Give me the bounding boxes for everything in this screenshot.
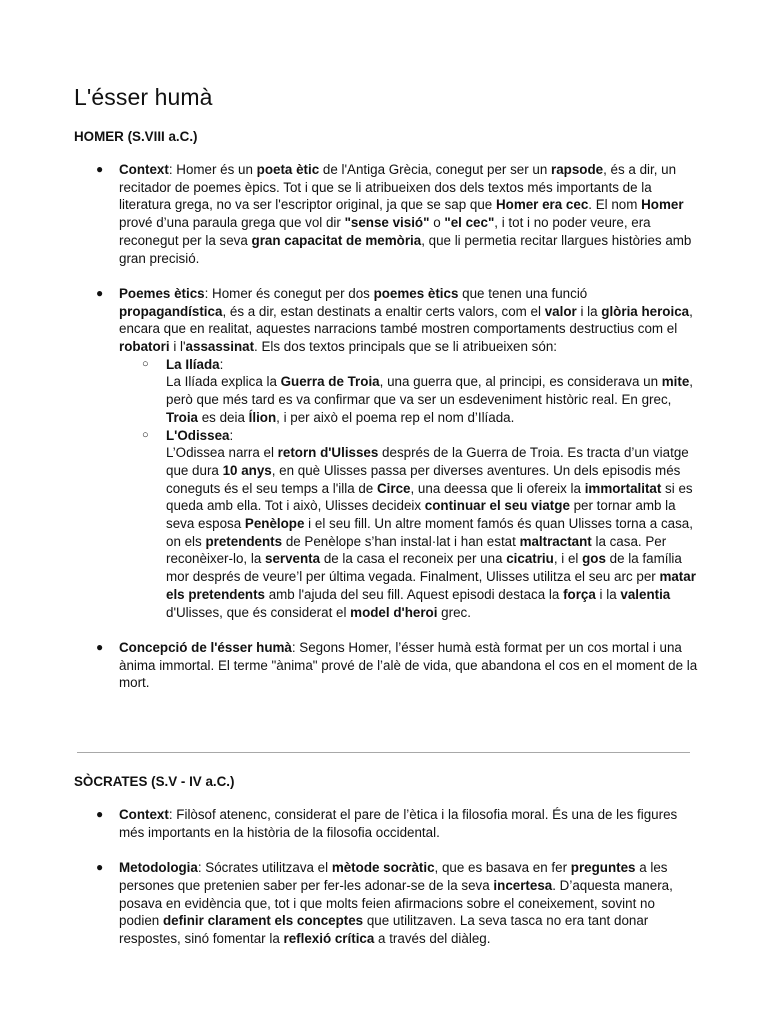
text-run: , una guerra que, al principi, es considerava un [379,374,662,390]
text-run: prové d’una paraula grega que vol dir [119,215,345,231]
text-run: , i per això el poema rep el nom d’Ilíada. [276,409,515,425]
bold-text: Concepció de l'ésser humà [119,639,292,655]
text-run: amb l'ajuda del seu fill. Aquest episodi destaca la [264,586,564,602]
text-run: . D’aquesta manera, posava en evidència que, tot i que molts feien afirmacions sobre el coneixement, sovint no podien [119,877,673,929]
text-run: , una deessa que li ofereix la [410,480,585,496]
bold-text: gos [582,551,606,567]
bold-text: mite [661,374,690,390]
text-run: si es queda amb ella. Tot i això, Ulisses decideix [166,480,693,514]
list-item-poems [74,285,698,621]
text-run: que tenen una funció [458,285,588,301]
bold-text: rapsode [551,162,604,177]
text-run: després de la Guerra de Troia. Es tracta d’un viatge que dura [166,445,689,478]
list-item-methodology [74,859,698,948]
text-run: , en què Ulisses passa per diverses aventures. Un dels episodis més coneguts és el seu temps a l'illa de [166,462,681,496]
text-run: a través del diàleg. [374,930,491,946]
text-run: i la [595,586,621,602]
list-item-socrates-context [74,806,698,841]
bold-text: preguntes [570,860,636,876]
text-run: , que es basava en fer [434,860,571,876]
hollow-bullet-icon: ○ [142,428,149,441]
bold-text: pretendents [205,533,283,549]
bold-text: Context [119,162,169,177]
bold-text: reflexió crítica [283,930,375,946]
text-run: : [229,427,234,443]
bold-text: incertesa [493,877,553,893]
text-run: i l' [169,339,186,355]
section-heading-homer: HOMER (S.VIII a.C.) [74,129,198,144]
text-run: de la família mor després de veure’l per última vegada. Finalment, Ulisses utilitza el seu arc per [166,551,682,585]
bold-text: serventa [265,551,321,567]
text-run: : Filòsof atenenc, considerat el pare de l’ètica i la filosofia moral. És una de les figures més importants en la història de la filosofia occidental. [119,807,678,840]
text-run: : Sócrates utilitzava el [197,860,332,876]
section-heading-socrates: SÒCRATES (S.V - IV a.C.) [74,774,235,789]
text-run: La Ilíada explica la [166,374,281,390]
bold-text: propagandística [119,303,223,319]
bold-text: Troia [166,409,198,425]
hollow-bullet-icon: ○ [142,357,149,370]
bold-text: Guerra de Troia [280,374,380,390]
bold-text: mètode socràtic [331,860,435,876]
text-run: : Homer és conegut per dos [204,285,374,301]
text-run: , i el [553,551,583,567]
page-title: L'ésser humà [74,84,213,110]
bold-text: definir clarament els conceptes [162,913,364,929]
text-run: a les persones que pretenien saber per fer-les adonar-se de la seva [119,860,668,893]
text-run: de Penèlope s’han instal·lat i han estat [282,533,520,549]
bullet-icon: ● [96,807,104,821]
horizontal-divider [77,752,690,753]
text-run: que utilitzaven. La seva tasca no era tant donar respostes, sinó fomentar la [119,913,649,946]
text-run: , encara que en realitat, aquestes narracions també mostren comportaments destructius com el [119,303,693,337]
bold-text: glòria heroica [601,303,690,319]
bullet-icon: ● [96,162,104,176]
text-run: per tornar amb la seva esposa [166,498,676,532]
socrates-list [74,806,698,948]
bold-text: Penèlope [244,516,305,532]
homer-section [74,161,698,710]
bold-text: poemes ètics [373,285,459,301]
bold-text: Homer era cec [495,197,589,213]
bold-text: assassinat [185,339,255,355]
bold-text: Homer [641,197,684,213]
text-run: : [219,356,224,372]
bold-text: robatori [119,339,170,355]
text-run: grec. [437,604,471,620]
bold-text: gran capacitat de memòria [251,232,422,248]
bold-text: Metodologia [119,860,198,876]
text-run: la casa. Per reconèixer-lo, la [166,533,667,567]
text-run: , és a dir, estan destinats a enaltir certs valors, com el [222,303,545,319]
bold-text: continuar el seu viatge [424,498,570,514]
text-run: o [429,215,445,231]
bold-text: model d'heroi [350,604,438,620]
sublist-item-iliad [119,356,698,427]
bold-text: Context [119,807,169,822]
bullet-icon: ● [96,285,104,300]
bold-text: cicatriu [506,551,554,567]
bold-text: "sense visió" [344,215,430,231]
bold-text: Ílion [248,409,277,425]
bullet-icon: ● [96,639,104,654]
sublist-item-odyssey [119,427,698,622]
text-run: es deia [198,409,249,425]
bold-text: retorn d'Ulisses [277,445,379,461]
text-run: de la casa el reconeix per una [320,551,507,567]
bold-text: "el cec" [444,215,495,231]
bold-text: valor [544,303,577,319]
text-run: , i tot i no poder veure, era reconegut per la seva [119,215,651,248]
text-run: de l'Antiga Grècia, conegut per ser un [319,162,552,177]
list-item-context [74,161,698,267]
text-run: , és a dir, un recitador de poemes èpics. Tot i que se li atribueixen dos dels textos més importants de la literatura grega, no va ser l'escriptor original, ja que se sap que [119,162,677,213]
text-run: L’Odissea narra el [166,445,278,461]
text-run: : Homer és un [168,162,257,177]
bold-text: poeta ètic [256,162,320,177]
text-run: , però que més tard es va confirmar que va ser un esdeveniment històric real. En grec, [166,374,694,408]
bold-text: maltractant [519,533,592,549]
bold-text: L'Odissea [166,427,230,443]
bold-text: Circe [376,480,411,496]
list-item-conception [74,639,698,692]
text-run: i el seu fill. Un altre moment famós és quan Ulisses torna a casa, on els [166,516,693,549]
text-run: . Els dos textos principals que se li atribueixen són: [254,339,557,355]
text-run: , que li permetia recitar llargues històries amb gran precisió. [119,232,692,266]
bold-text: valentia [620,586,671,602]
bold-text: matar els pretendents [166,569,696,602]
text-run: d'Ulisses, que és considerat el [166,604,351,620]
bold-text: immortalitat [584,480,662,496]
homer-list [74,161,698,692]
text-run: i la [576,303,602,319]
text-run: : Segons Homer, l’ésser humà està format per un cos mortal i una ànima immortal. El terme "ànima" prové de l’alè de vida, que abandona el cos en el moment de la mort. [119,639,698,691]
bullet-icon: ● [96,860,104,875]
bold-text: La Ilíada [166,356,220,372]
poems-sublist [119,356,698,622]
text-run: . El nom [588,197,642,213]
bold-text: força [563,586,596,602]
socrates-section [74,806,698,965]
bold-text: Poemes ètics [119,285,205,301]
bold-text: 10 anys [222,462,272,478]
